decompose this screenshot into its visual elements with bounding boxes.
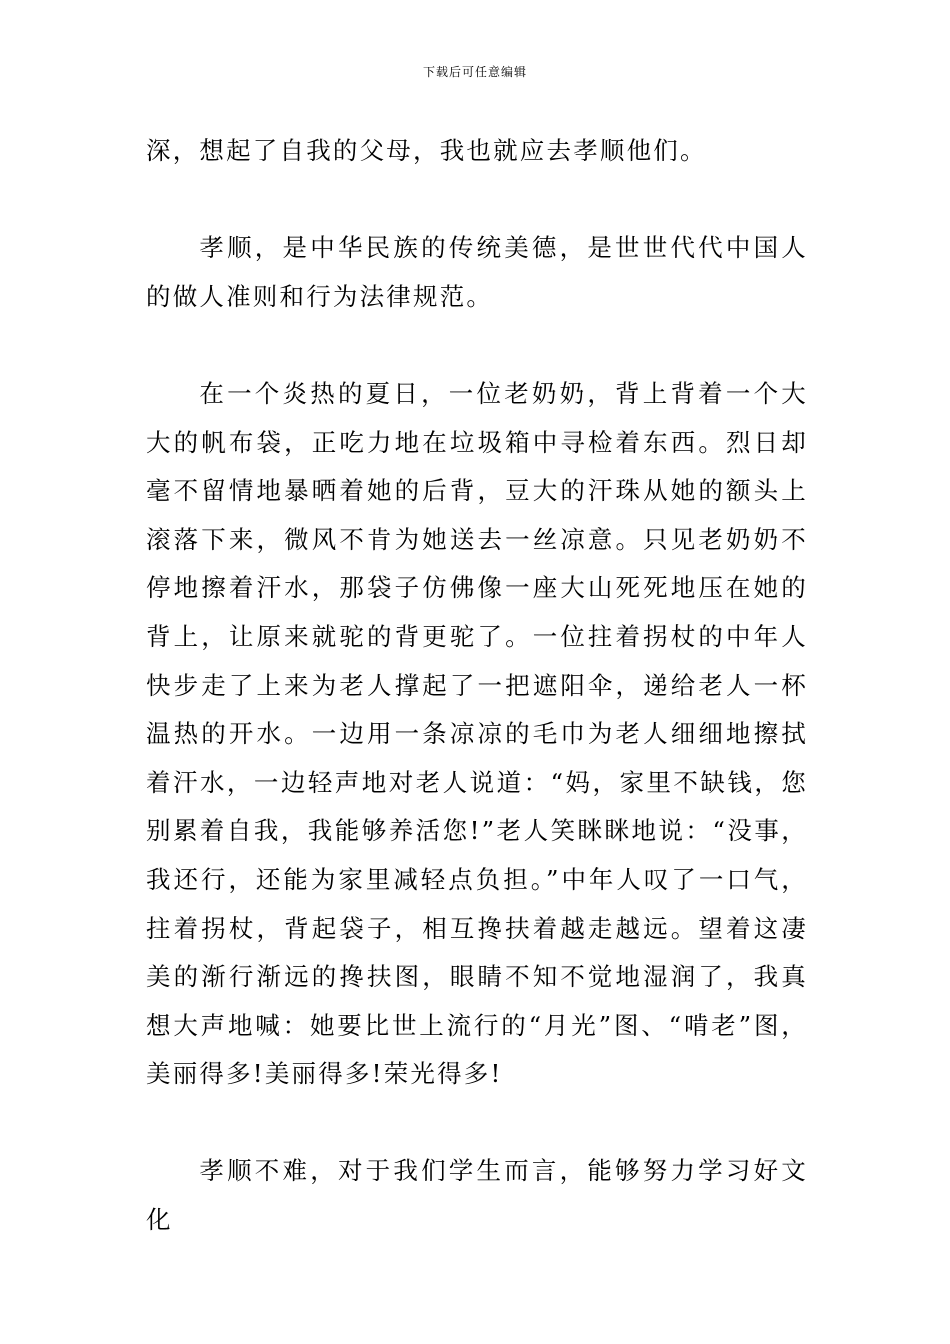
- document-body: [146, 127, 808, 1293]
- page-header: 下载后可任意编辑: [422, 65, 527, 79]
- paragraph-story: 在一个炎热的夏日，一位老奶奶，背上背着一个大大的帆布袋，正吃力地在垃圾箱中寻检着东西。烈日却毫不留情地暴晒着她的后背，豆大的汗珠从她的额头上滚落下来，微风不肯为她送去一丝凉意。只见老奶奶不停地擦着汗水，那袋子仿佛像一座大山死死地压在她的背上，让原来就驼的背更驼了。一位拄着拐杖的中年人快步走了上来为老人撑起了一把遮阳伞，递给老人一杯温热的开水。一边用一条凉凉的毛巾为老人细细地擦拭着汗水，一边轻声地对老人说道：“妈，家里不缺钱，您别累着自我，我能够养活您!”老人笑眯眯地说：“没事，我还行，还能为家里减轻点负担。”中年人叹了一口气，拄着拐杖，背起袋子，相互搀扶着越走越远。望着这凄美的渐行渐远的搀扶图，眼睛不知不觉地湿润了，我真想大声地喊：她要比世上流行的“月光”图、“啃老”图，美丽得多!美丽得多!荣光得多!: [146, 378, 808, 1089]
- paragraph-students: 孝顺不难，对于我们学生而言，能够努力学习好文化: [146, 1156, 808, 1235]
- paragraph-filial-virtue: 孝顺，是中华民族的传统美德，是世世代代中国人的做人准则和行为法律规范。: [146, 233, 808, 311]
- paragraph-continuation: 深，想起了自我的父母，我也就应去孝顺他们。: [146, 136, 707, 165]
